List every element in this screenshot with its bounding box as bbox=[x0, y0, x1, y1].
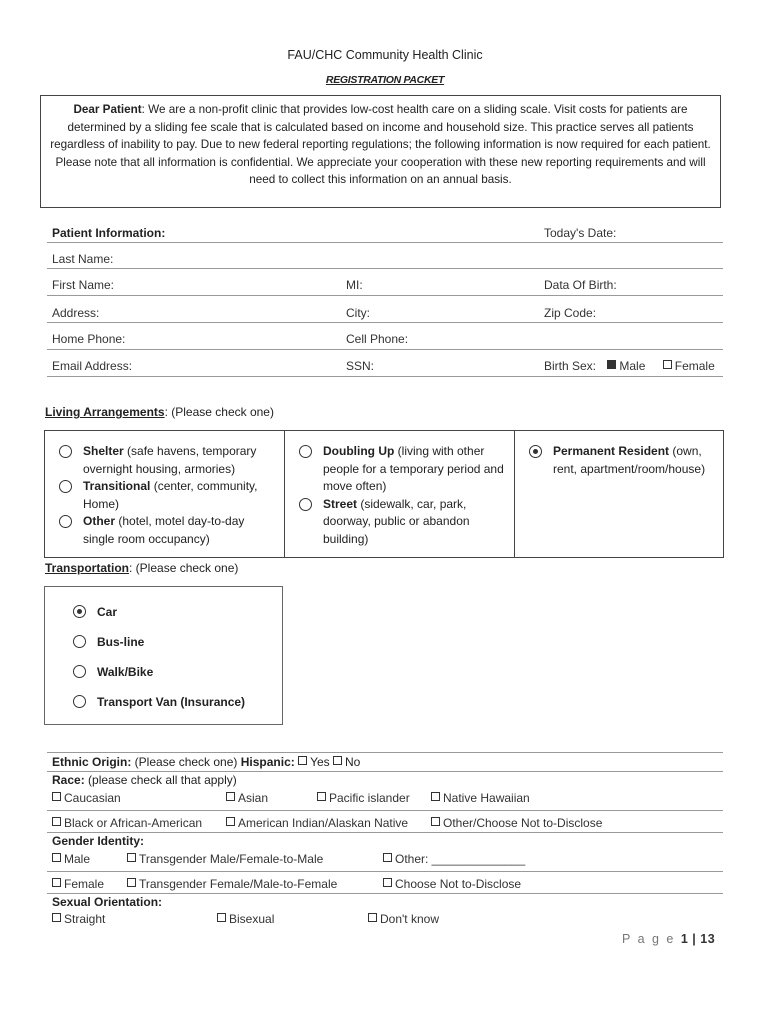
living-column-3 bbox=[515, 431, 722, 557]
orientation-option-dont-know[interactable] bbox=[368, 912, 439, 926]
divider bbox=[47, 295, 723, 296]
square-checkbox-icon[interactable] bbox=[52, 792, 61, 801]
male-label: Male bbox=[619, 359, 646, 373]
race-heading: Race: bbox=[52, 773, 85, 787]
race-option-black[interactable] bbox=[52, 816, 202, 830]
living-option-transitional[interactable] bbox=[55, 478, 278, 513]
radio-icon[interactable] bbox=[299, 498, 312, 511]
birth-sex-group bbox=[544, 359, 715, 373]
option-label: Choose Not to-Disclose bbox=[395, 877, 522, 891]
option-label: Other/Choose Not to-Disclose bbox=[443, 816, 603, 830]
orientation-option-bisexual[interactable] bbox=[217, 912, 274, 926]
square-checkbox-icon[interactable] bbox=[383, 853, 392, 862]
square-checkbox-icon[interactable] bbox=[226, 817, 235, 826]
transportation-options-box bbox=[44, 586, 283, 725]
living-options-box bbox=[44, 430, 724, 558]
first-name-label[interactable]: First Name: bbox=[52, 278, 115, 292]
birth-sex-male-option[interactable] bbox=[607, 359, 645, 373]
square-checkbox-icon[interactable] bbox=[663, 360, 672, 369]
square-checkbox-icon[interactable] bbox=[431, 792, 440, 801]
option-title: Permanent Resident bbox=[553, 444, 670, 458]
square-checkbox-icon[interactable] bbox=[383, 878, 392, 887]
living-heading: Living Arrangements bbox=[45, 405, 165, 419]
hispanic-no-option[interactable] bbox=[333, 755, 360, 769]
option-desc: (hotel, motel day-to-day single room occupancy) bbox=[83, 514, 245, 546]
divider bbox=[47, 349, 723, 350]
page-footer bbox=[622, 932, 715, 946]
race-heading-line bbox=[52, 773, 237, 787]
option-label: Caucasian bbox=[64, 791, 121, 805]
square-checkbox-icon[interactable] bbox=[52, 878, 61, 887]
option-title: Shelter bbox=[83, 444, 124, 458]
gender-option-trans-female[interactable] bbox=[127, 877, 337, 891]
no-label: No bbox=[345, 755, 361, 769]
transportation-heading: Transportation bbox=[45, 561, 130, 575]
living-option-street[interactable] bbox=[295, 496, 508, 549]
race-option-pacific-islander[interactable] bbox=[317, 791, 410, 805]
option-label: Female bbox=[64, 877, 105, 891]
option-desc: (living with other people for a temporary period and move often) bbox=[323, 444, 504, 493]
option-label: Car bbox=[97, 605, 118, 619]
intro-lead: Dear Patient bbox=[73, 103, 142, 116]
gender-option-male[interactable] bbox=[52, 852, 90, 866]
living-option-other[interactable] bbox=[55, 513, 278, 548]
divider bbox=[47, 832, 723, 833]
orientation-option-straight[interactable] bbox=[52, 912, 105, 926]
living-note: : (Please check one) bbox=[164, 405, 274, 419]
transportation-heading-line bbox=[45, 561, 238, 575]
hispanic-label: Hispanic: bbox=[240, 755, 295, 769]
intro-text: : We are a non-profit clinic that provides low-cost health care on a sliding scale. Visit costs for patients are determined by a sliding fee scale that is calculated based on income and household size. This practice serves all patients regardless of inability to pay. Due to new federal reporting regulations; the following information is now required for each patient. Please note that all information is confidential. We appreciate your cooperation with these new reporting requirements and will need to collect this information on an annual basis. bbox=[50, 103, 711, 186]
option-label: Other: ______________ bbox=[395, 852, 526, 866]
race-option-american-indian[interactable] bbox=[226, 816, 408, 830]
race-option-asian[interactable] bbox=[226, 791, 268, 805]
option-label: Transgender Male/Female-to-Male bbox=[139, 852, 324, 866]
option-label: Pacific islander bbox=[329, 791, 410, 805]
square-checkbox-icon[interactable] bbox=[317, 792, 326, 801]
option-desc: (sidewalk, car, park, doorway, public or abandon building) bbox=[323, 496, 470, 546]
email-label[interactable]: Email Address: bbox=[52, 359, 133, 373]
city-label[interactable]: City: bbox=[346, 306, 370, 320]
ethnic-origin-line bbox=[52, 755, 360, 769]
patient-info-heading: Patient Information: bbox=[52, 226, 166, 240]
race-option-native-hawaiian[interactable] bbox=[431, 791, 530, 805]
option-label: Bisexual bbox=[229, 912, 275, 926]
radio-icon[interactable] bbox=[59, 515, 72, 528]
option-label: Straight bbox=[64, 912, 106, 926]
option-label: Walk/Bike bbox=[97, 665, 154, 679]
square-checkbox-icon[interactable] bbox=[127, 853, 136, 862]
female-label: Female bbox=[674, 359, 715, 373]
square-checkbox-icon[interactable] bbox=[52, 817, 61, 826]
orientation-heading: Sexual Orientation: bbox=[52, 895, 163, 909]
birth-sex-label: Birth Sex: bbox=[544, 359, 597, 373]
gender-heading: Gender Identity: bbox=[52, 834, 145, 848]
divider bbox=[47, 242, 723, 243]
radio-icon[interactable] bbox=[73, 635, 86, 648]
divider bbox=[47, 893, 723, 894]
clinic-name: FAU/CHC Community Health Clinic bbox=[287, 48, 483, 62]
radio-icon[interactable] bbox=[299, 445, 312, 458]
option-title: Street bbox=[323, 496, 358, 511]
home-phone-label[interactable]: Home Phone: bbox=[52, 332, 126, 346]
transport-option-walk-bike[interactable] bbox=[73, 665, 153, 679]
option-desc: (safe havens, temporary overnight housing, armories) bbox=[83, 444, 257, 476]
gender-option-other[interactable] bbox=[383, 852, 525, 866]
square-checkbox-icon[interactable] bbox=[333, 756, 342, 765]
hispanic-yes-option[interactable] bbox=[298, 755, 330, 769]
dob-label[interactable]: Data Of Birth: bbox=[544, 278, 617, 292]
intro-box bbox=[40, 95, 721, 208]
divider bbox=[47, 752, 723, 753]
page-word: P a g e bbox=[622, 932, 676, 946]
zip-label[interactable]: Zip Code: bbox=[544, 306, 597, 320]
page-number: 1 | 13 bbox=[680, 932, 716, 946]
option-label: Black or African-American bbox=[64, 816, 203, 830]
square-checkbox-icon[interactable] bbox=[226, 792, 235, 801]
option-desc: (center, community, Home) bbox=[83, 479, 258, 511]
radio-icon[interactable] bbox=[73, 695, 86, 708]
cell-phone-label[interactable]: Cell Phone: bbox=[346, 332, 409, 346]
divider bbox=[47, 322, 723, 323]
living-option-shelter[interactable] bbox=[55, 443, 278, 478]
intro-paragraph bbox=[45, 101, 716, 189]
mi-label[interactable]: MI: bbox=[346, 278, 363, 292]
radio-icon[interactable] bbox=[59, 445, 72, 458]
option-label: Transport Van (Insurance) bbox=[97, 695, 246, 709]
square-checkbox-icon[interactable] bbox=[52, 853, 61, 862]
yes-label: Yes bbox=[310, 755, 330, 769]
transport-option-van[interactable] bbox=[73, 695, 245, 709]
option-label: Asian bbox=[238, 791, 269, 805]
race-note: (please check all that apply) bbox=[84, 773, 237, 787]
divider bbox=[47, 268, 723, 269]
checked-square-icon[interactable] bbox=[607, 360, 616, 369]
last-name-label[interactable]: Last Name: bbox=[52, 252, 114, 266]
living-option-doubling-up[interactable] bbox=[295, 443, 508, 496]
option-label: Don't know bbox=[380, 912, 439, 926]
birth-sex-female-option[interactable] bbox=[663, 359, 715, 373]
option-desc: (own, rent, apartment/room/house) bbox=[553, 444, 706, 476]
race-option-caucasian[interactable] bbox=[52, 791, 121, 805]
gender-option-trans-male[interactable] bbox=[127, 852, 323, 866]
gender-option-female[interactable] bbox=[52, 877, 104, 891]
living-heading-line bbox=[45, 405, 274, 419]
option-label: Male bbox=[64, 852, 91, 866]
square-checkbox-icon[interactable] bbox=[217, 913, 226, 922]
transportation-note: : (Please check one) bbox=[129, 561, 239, 575]
todays-date-label[interactable]: Today's Date: bbox=[544, 226, 617, 240]
square-checkbox-icon[interactable] bbox=[52, 913, 61, 922]
address-label[interactable]: Address: bbox=[52, 306, 100, 320]
divider bbox=[47, 771, 723, 772]
option-label: Transgender Female/Male-to-Female bbox=[139, 877, 338, 891]
square-checkbox-icon[interactable] bbox=[368, 913, 377, 922]
transport-option-bus-line[interactable] bbox=[73, 635, 144, 649]
option-label: American Indian/Alaskan Native bbox=[238, 816, 409, 830]
divider bbox=[47, 376, 723, 377]
gender-option-not-disclose[interactable] bbox=[383, 877, 521, 891]
square-checkbox-icon[interactable] bbox=[127, 878, 136, 887]
option-title: Doubling Up bbox=[323, 444, 395, 458]
ethnic-note: (Please check one) bbox=[131, 755, 241, 769]
radio-selected-icon[interactable] bbox=[73, 605, 86, 618]
option-label: Bus-line bbox=[97, 635, 145, 649]
ssn-label[interactable]: SSN: bbox=[346, 359, 375, 373]
radio-icon[interactable] bbox=[73, 665, 86, 678]
ethnic-heading: Ethnic Origin: bbox=[52, 755, 132, 769]
radio-selected-icon[interactable] bbox=[529, 445, 542, 458]
square-checkbox-icon[interactable] bbox=[298, 756, 307, 765]
square-checkbox-icon[interactable] bbox=[431, 817, 440, 826]
race-option-other[interactable] bbox=[431, 816, 602, 830]
option-label: Native Hawaiian bbox=[443, 791, 530, 805]
option-title: Other bbox=[83, 514, 116, 528]
living-column-2 bbox=[285, 431, 515, 557]
divider bbox=[47, 810, 723, 811]
packet-title: REGISTRATION PACKET bbox=[325, 74, 445, 86]
option-title: Transitional bbox=[83, 479, 151, 493]
living-column-1 bbox=[45, 431, 285, 557]
divider bbox=[47, 871, 723, 872]
transport-option-car[interactable] bbox=[73, 605, 117, 619]
radio-icon[interactable] bbox=[59, 480, 72, 493]
living-option-permanent-resident[interactable] bbox=[525, 443, 716, 478]
